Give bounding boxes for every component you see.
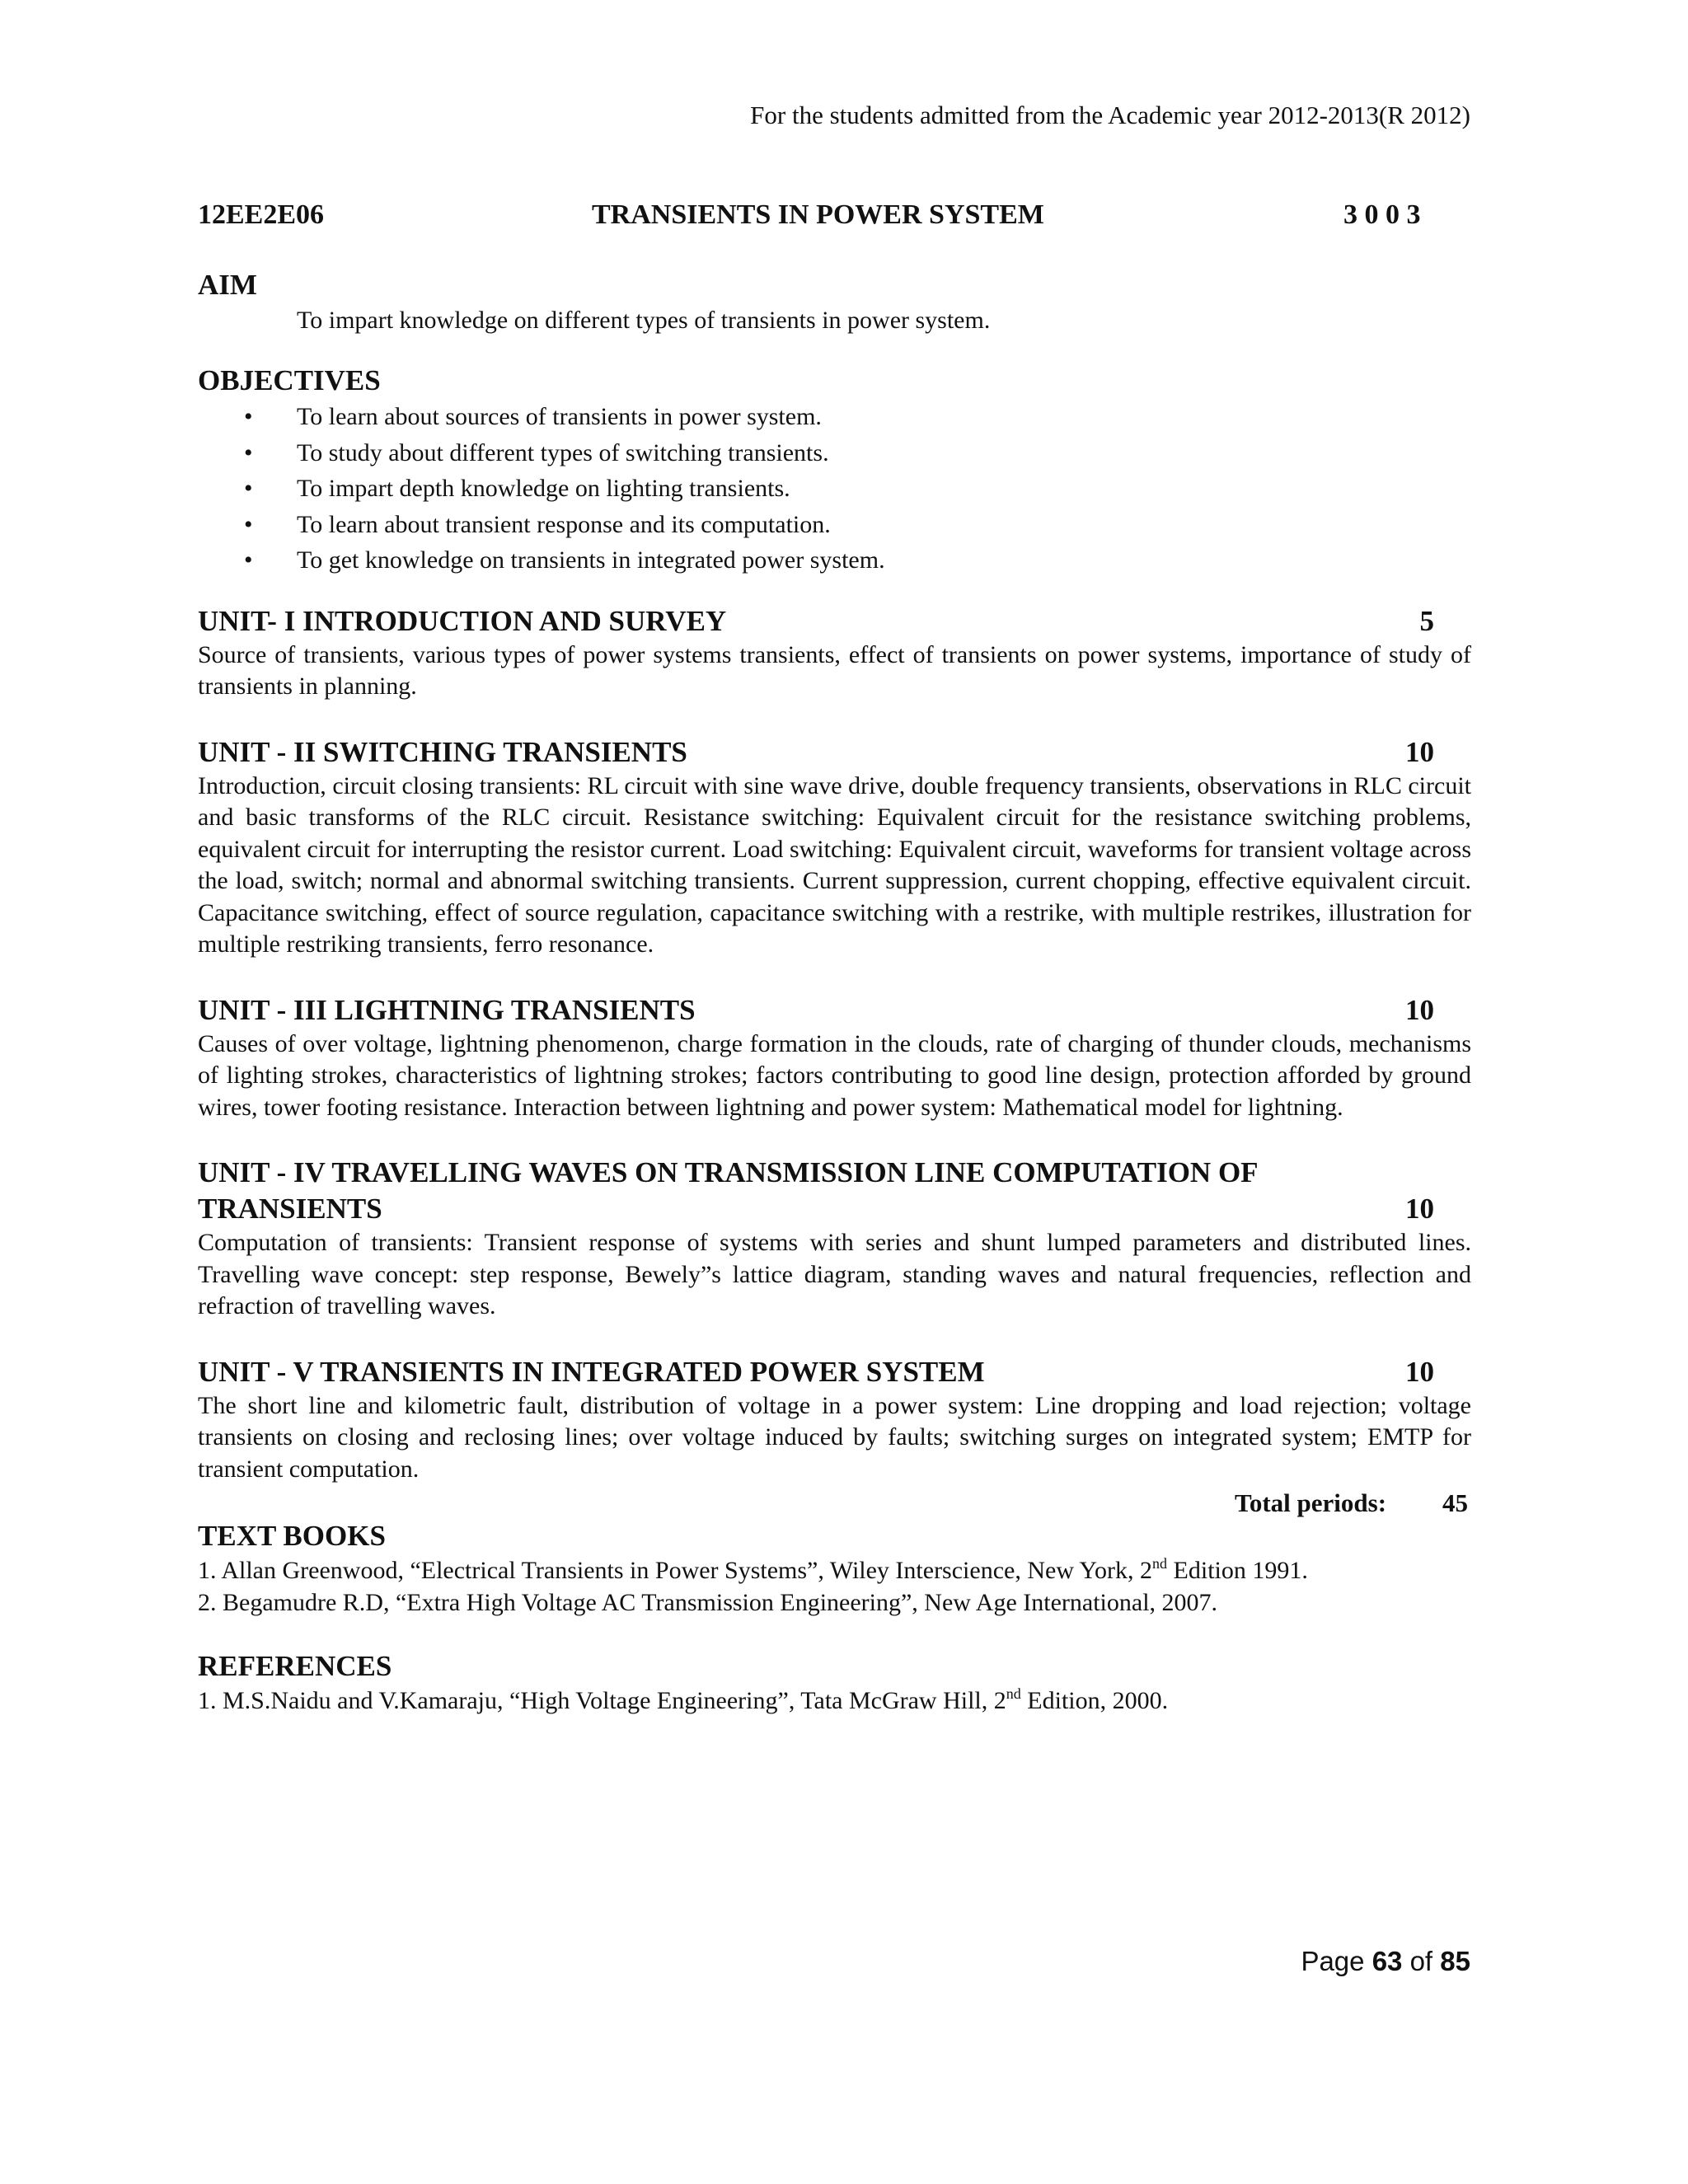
aim-heading: AIM	[198, 269, 257, 301]
unit-2-title: UNIT - II SWITCHING TRANSIENTS	[198, 735, 687, 768]
unit-3-hours: 10	[1405, 993, 1434, 1026]
admission-note: For the students admitted from the Academic year 2012-2013(R 2012)	[750, 101, 1470, 129]
unit-5-hours: 10	[1405, 1355, 1434, 1388]
unit-4-title-continued: TRANSIENTS	[198, 1193, 382, 1226]
course-header	[198, 199, 1434, 237]
unit-2-heading	[198, 734, 1434, 771]
total-periods	[198, 1485, 1471, 1518]
unit-1-heading	[198, 603, 1434, 640]
bullet-icon: •	[244, 510, 253, 538]
bullet-icon: •	[244, 438, 253, 466]
unit-3-description: Causes of over voltage, lightning phenomenon, charge formation in the clouds, rate of charging of thunder clouds, mechanisms of lighting strokes, characteristics of lightning strokes; factors contributing to good line design, protection afforded by ground wires, tower footing resistance. Interaction between lightning and power system: Mathematical model for lightning.	[198, 1029, 1471, 1121]
page-number: Page 63 of 85	[1301, 1946, 1470, 1976]
course-title: TRANSIENTS IN POWER SYSTEM	[592, 199, 1044, 230]
current-page-number: 63	[1372, 1946, 1403, 1976]
text-book-item: 2. Begamudre R.D, “Extra High Voltage AC Transmission Engineering”, New Age International, 2007.	[198, 1589, 1218, 1617]
objectives-list	[198, 399, 1471, 579]
unit-5-description: The short line and kilometric fault, distribution of voltage in a power system: Line dropping and load rejection; voltage transients on closing and reclosing lines; over voltage induced by faults; switching surges on integrated system; EMTP for transient computation.	[198, 1391, 1471, 1483]
unit-3-title: UNIT - III LIGHTNING TRANSIENTS	[198, 993, 696, 1026]
total-periods-label: Total periods:	[1235, 1488, 1387, 1518]
unit-2-hours: 10	[1405, 735, 1434, 768]
aim-text: To impart knowledge on different types of transients in power system.	[297, 307, 991, 334]
unit-3-heading	[198, 992, 1434, 1029]
reference-item: 1. M.S.Naidu and V.Kamaraju, “High Voltage Engineering”, Tata McGraw Hill, 2nd Edition, 2000.	[198, 1685, 1169, 1715]
references-heading: REFERENCES	[198, 1650, 392, 1683]
objective-item: • To learn about transient response and its computation.	[198, 507, 1471, 543]
unit-1-description: Source of transients, various types of power systems transients, effect of transients on power systems, importance of study of transients in planning.	[198, 640, 1471, 701]
unit-5-title: UNIT - V TRANSIENTS IN INTEGRATED POWER SYSTEM	[198, 1355, 985, 1388]
unit-4-description: Computation of transients: Transient response of systems with series and shunt lumped parameters and distributed lines. Travelling wave concept: step response, Bewely”s lattice diagram, standing waves and natural frequencies, reflection and refraction of travelling waves.	[198, 1229, 1471, 1320]
unit-4-title: UNIT - IV TRAVELLING WAVES ON TRANSMISSION LINE COMPUTATION OF	[198, 1156, 1259, 1189]
bullet-icon: •	[244, 546, 253, 574]
total-periods-value: 45	[1442, 1488, 1468, 1518]
course-credits: 3 0 0 3	[1343, 199, 1421, 230]
unit-1-hours: 5	[1419, 604, 1434, 637]
objective-item: • To study about different types of switching transients.	[198, 435, 1471, 471]
objectives-heading: OBJECTIVES	[198, 364, 381, 396]
objective-item: • To impart depth knowledge on lighting transients.	[198, 471, 1471, 507]
unit-1-title: UNIT- I INTRODUCTION AND SURVEY	[198, 604, 727, 637]
syllabus-content	[198, 267, 1471, 1717]
unit-4-heading	[198, 1155, 1434, 1227]
course-code: 12EE2E06	[198, 199, 325, 230]
bullet-icon: •	[244, 403, 253, 430]
unit-4-hours: 10	[1405, 1193, 1434, 1226]
bullet-icon: •	[244, 475, 253, 503]
objective-item: • To learn about sources of transients in power system.	[198, 399, 1471, 435]
unit-5-heading	[198, 1354, 1434, 1390]
text-book-item: 1. Allan Greenwood, “Electrical Transients in Power Systems”, Wiley Interscience, New York, 2nd Edition 1991.	[198, 1555, 1308, 1585]
unit-2-description: Introduction, circuit closing transients: RL circuit with sine wave drive, double frequency transients, observations in RLC circuit and basic transforms of the RLC circuit. Resistance switching: Equivalent circuit for the resistance switching problems, equivalent circuit for interrupting the resistor current. Load switching: Equivalent circuit, waveforms for transient voltage across the load, switch; normal and abnormal switching transients. Current suppression, current chopping, effective equivalent circuit. Capacitance switching, effect of source regulation, capacitance switching with a restrike, with multiple restrikes, illustration for multiple restriking transients, ferro resonance.	[198, 771, 1471, 958]
text-books-heading: TEXT BOOKS	[198, 1520, 386, 1553]
objective-item: • To get knowledge on transients in integrated power system.	[198, 542, 1471, 579]
total-page-count: 85	[1440, 1946, 1470, 1976]
